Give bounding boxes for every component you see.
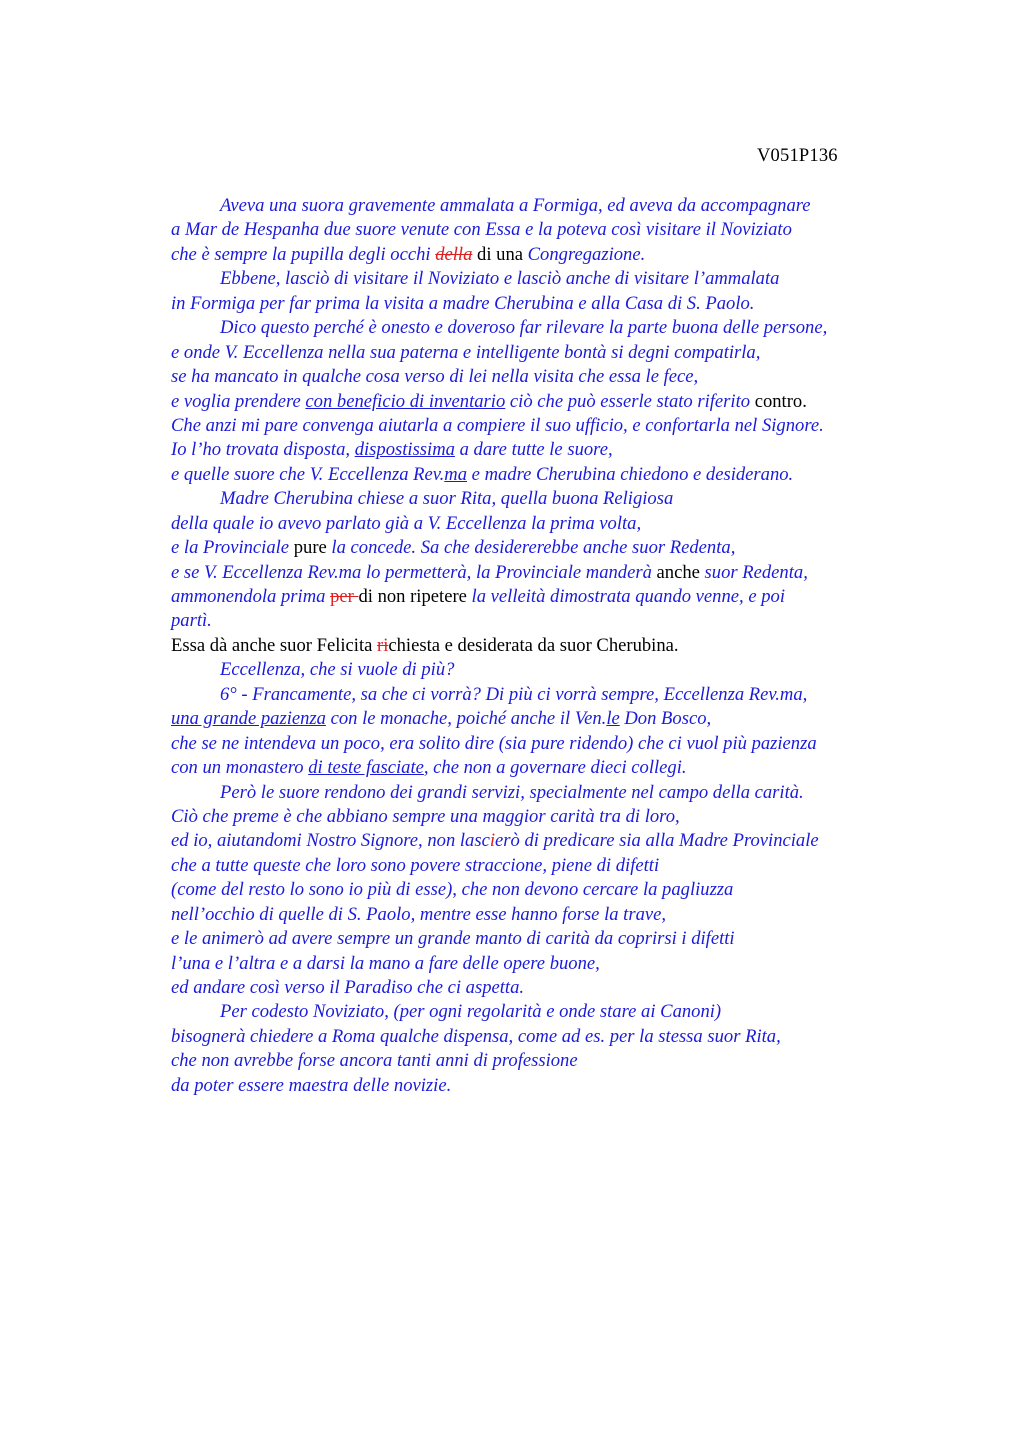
text-segment: , che non a governare dieci collegi. [423, 757, 687, 779]
underlined-text: ma [444, 463, 468, 485]
text-segment: che non avrebbe forse ancora tanti anni di professione [171, 1050, 578, 1072]
strikethrough-correction: ri [377, 634, 389, 656]
text-line [171, 952, 911, 976]
text-segment: partì. [171, 610, 212, 632]
text-segment: Però le suore rendono dei grandi servizi, specialmente nel campo della carità. [220, 781, 804, 803]
text-segment: erò di predicare sia alla Madre Provinciale [495, 830, 819, 852]
text-segment: che a tutte queste che loro sono povere straccione, piene di difetti [171, 854, 660, 876]
text-segment: che se ne intendeva un poco, era solito dire (sia pure ridendo) che ci vuol più pazienza [171, 732, 817, 754]
text-line [171, 732, 911, 756]
text-segment: a Mar de Hespanha due suore venute con Essa e la poteva così visitare il Noviziato [171, 219, 792, 241]
underlined-text: dispostissima [354, 439, 455, 461]
text-line [171, 1074, 911, 1098]
text-line [171, 829, 911, 853]
text-segment: e voglia prendere [171, 390, 306, 412]
text-line [171, 487, 911, 511]
typed-insertion: di non ripetere [358, 586, 467, 607]
text-line [171, 903, 911, 927]
text-line [171, 927, 911, 951]
text-segment: in Formiga per far prima la visita a madre Cherubina e alla Casa di S. Paolo. [171, 292, 755, 314]
text-line [171, 634, 911, 658]
underlined-text: con beneficio di inventario [305, 390, 506, 412]
underlined-text: di teste fasciate [308, 757, 424, 779]
text-segment: suor Redenta, [699, 561, 808, 583]
text-line [171, 756, 911, 780]
text-segment: Io l’ho trovata disposta, [171, 439, 355, 461]
text-line [171, 390, 911, 414]
text-line [171, 292, 911, 316]
text-segment: Ebbene, lasciò di visitare il Noviziato e lasciò anche di visitare l’ammalata [220, 268, 780, 290]
text-line [171, 561, 911, 585]
text-line [171, 536, 911, 560]
text-segment: e le animerò ad avere sempre un grande manto di carità da coprirsi i difetti [171, 928, 735, 950]
corrected-letter: i [489, 830, 496, 852]
text-segment: nell’occhio di quelle di S. Paolo, mentre esse hanno forse la trave, [171, 903, 667, 925]
text-line [171, 976, 911, 1000]
text-segment: se ha mancato in qualche cosa verso di lei nella visita che essa le fece, [171, 366, 699, 388]
text-segment: e onde V. Eccellenza nella sua paterna e intelligente bontà si degni compatirla, [171, 341, 761, 363]
typed-insertion: Essa dà anche suor Felicita [171, 634, 378, 656]
text-line [171, 438, 911, 462]
strikethrough-correction: per [330, 586, 359, 607]
text-segment: Che anzi mi pare convenga aiutarla a compiere il suo ufficio, e confortarla nel Signore. [171, 414, 824, 436]
text-line [171, 1049, 911, 1073]
text-line [171, 683, 911, 707]
text-segment: (come del resto lo sono io più di esse), che non devono cercare la pagliuzza [171, 879, 734, 901]
text-segment: l’una e l’altra e a darsi la mano a fare delle opere buone, [171, 952, 600, 974]
typed-insertion: contro. [754, 390, 807, 412]
strikethrough-correction: della [435, 243, 473, 265]
text-line [171, 463, 911, 487]
typed-insertion: pure [293, 537, 327, 559]
text-segment: Madre Cherubina chiese a suor Rita, quella buona Religiosa [220, 488, 674, 510]
text-line [171, 512, 911, 536]
text-line [171, 805, 911, 829]
letter-body [171, 194, 911, 1098]
text-line [171, 707, 911, 731]
page-id: V051P136 [757, 146, 838, 166]
text-line [171, 781, 911, 805]
text-segment: Aveva una suora gravemente ammalata a Formiga, ed aveva da accompagnare [220, 195, 811, 216]
text-segment: della quale io avevo parlato già a V. Eccellenza la prima volta, [171, 512, 642, 534]
text-segment: e quelle suore che V. Eccellenza Rev. [171, 463, 445, 485]
text-line [171, 218, 911, 242]
text-segment: Ciò che preme è che abbiano sempre una maggior carità tra di loro, [171, 805, 680, 827]
text-segment: che è sempre la pupilla degli occhi [171, 243, 436, 265]
typed-insertion: di una [472, 243, 528, 265]
text-segment: da poter essere maestra delle novizie. [171, 1074, 452, 1096]
text-line [171, 316, 911, 340]
text-segment: Congregazione. [527, 243, 646, 265]
text-line [171, 194, 911, 218]
text-segment: 6° - Francamente, sa che ci vorrà? Di più ci vorrà sempre, Eccellenza Rev.ma, [220, 683, 808, 705]
text-segment: ciò che può esserle stato riferito [505, 390, 755, 412]
underlined-text: le [606, 708, 620, 730]
text-line [171, 243, 911, 267]
text-line [171, 585, 911, 609]
text-segment: e madre Cherubina chiedono e desiderano. [467, 463, 794, 485]
typed-insertion: anche [656, 561, 700, 583]
text-line [171, 365, 911, 389]
text-line [171, 878, 911, 902]
text-line [171, 414, 911, 438]
text-segment: e se V. Eccellenza Rev.ma lo permetterà, la Provinciale manderà [171, 561, 657, 583]
typed-insertion: chiesta e desiderata da suor Cherubina. [388, 634, 679, 656]
text-segment: con un monastero [171, 757, 309, 779]
text-segment: la velleità dimostrata quando venne, e poi [466, 586, 785, 607]
underlined-text: una grande pazienza [171, 708, 326, 730]
text-line [171, 1025, 911, 1049]
text-line [171, 341, 911, 365]
text-segment: Per codesto Noviziato, (per ogni regolarità e onde stare ai Canoni) [220, 1001, 722, 1023]
text-segment: ed andare così verso il Paradiso che ci aspetta. [171, 977, 525, 998]
text-segment: ammonendola prima [171, 586, 331, 607]
text-segment: Dico questo perché è onesto e doveroso far rilevare la parte buona delle persone, [220, 317, 828, 339]
text-segment: a dare tutte le suore, [454, 439, 613, 461]
text-segment: e la Provinciale [171, 537, 294, 559]
text-line [171, 609, 911, 633]
text-segment: ed io, aiutandomi Nostro Signore, non lasc [171, 830, 490, 852]
text-line [171, 1000, 911, 1024]
text-segment: Don Bosco, [619, 708, 712, 730]
text-line [171, 267, 911, 291]
text-line [171, 854, 911, 878]
text-segment: bisognerà chiedere a Roma qualche dispensa, come ad es. per la stessa suor Rita, [171, 1025, 781, 1047]
text-segment: Eccellenza, che si vuole di più? [220, 659, 455, 681]
text-line [171, 658, 911, 682]
text-segment: con le monache, poiché anche il Ven. [325, 708, 607, 730]
text-segment: la concede. Sa che desidererebbe anche suor Redenta, [326, 537, 736, 559]
